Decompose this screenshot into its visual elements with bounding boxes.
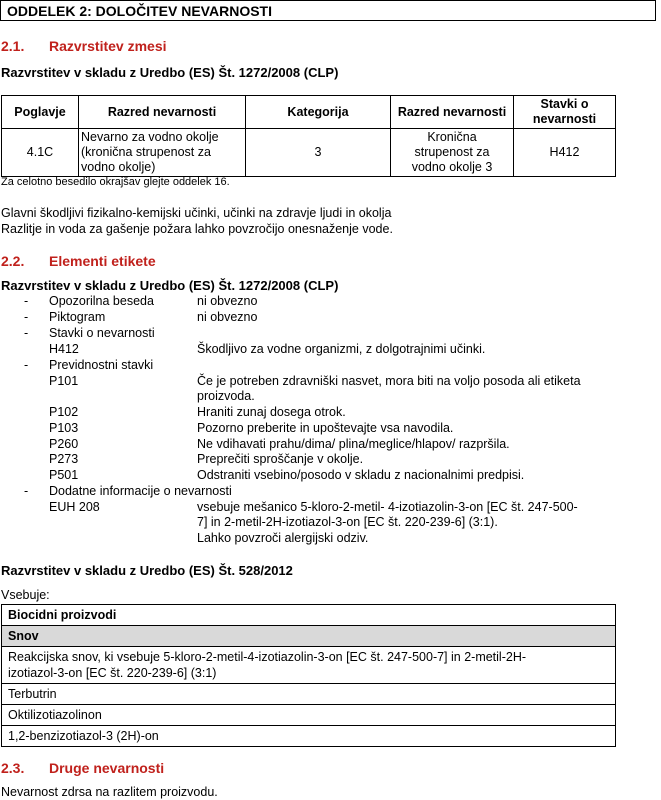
substance-header: Snov xyxy=(2,625,615,646)
chapter-cell: 4.1C xyxy=(2,129,79,177)
clp-heading: Razvrstitev v skladu z Uredbo (ES) Št. 1272/2008 (CLP) xyxy=(1,65,339,80)
section-title: Druge nevarnosti xyxy=(49,760,165,776)
list-dash: - xyxy=(24,310,29,324)
cell-line: Kronična xyxy=(427,130,477,144)
euh208-text-cont2: Lahko povzroči alergijski odziv. xyxy=(197,531,369,545)
p103-text: Pozorno preberite in upoštevajte vsa navodila. xyxy=(197,421,454,435)
list-dash: - xyxy=(24,358,29,372)
section-number: 2.1. xyxy=(1,38,25,54)
table-row: 1,2-benzizotiazol-3 (2H)-on xyxy=(2,725,615,746)
euh208-text-cont: 7] in 2-metil-2H-izotiazol-3-on [EC št. 220-239-6] (3:1). xyxy=(197,515,498,529)
table-header-row xyxy=(2,96,616,129)
euh208-code: EUH 208 xyxy=(49,500,100,514)
p273-code: P273 xyxy=(49,452,79,466)
column-header: Razred nevarnosti xyxy=(79,96,246,129)
p101-code: P101 xyxy=(49,374,79,388)
list-dash: - xyxy=(24,484,29,498)
p260-code: P260 xyxy=(49,437,79,451)
biocide-table-header: Biocidni proizvodi xyxy=(8,608,117,622)
p260-text: Ne vdihavati prahu/dima/ plina/meglice/hlapov/ razpršila. xyxy=(197,437,510,451)
p101-text-cont: proizvoda. xyxy=(197,389,255,403)
statement-cell: H412 xyxy=(514,129,616,177)
cell-line: vodno okolje) xyxy=(81,160,156,174)
cell-line: vodno okolje 3 xyxy=(411,160,493,174)
section-header: ODDELEK 2: DOLOČITEV NEVARNOSTI xyxy=(0,0,656,21)
list-dash: - xyxy=(24,326,29,340)
biocide-table xyxy=(1,604,616,747)
clp-heading-2: Razvrstitev v skladu z Uredbo (ES) Št. 1272/2008 (CLP) xyxy=(1,278,339,293)
p102-code: P102 xyxy=(49,405,79,419)
note-section-16: Za celotno besedilo okrajšav glejte oddelek 16. xyxy=(1,176,230,188)
column-header: Stavki o nevarnosti xyxy=(514,96,616,129)
table-row xyxy=(2,646,615,683)
p101-text: Če je potreben zdravniški nasvet, mora biti na voljo posoda ali etiketa xyxy=(197,374,581,388)
hazard-class-cell xyxy=(79,129,246,177)
section-number: 2.2. xyxy=(1,253,25,269)
h412-text: Škodljivo za vodne organizmi, z dolgotrajnimi učinki. xyxy=(197,342,486,356)
hazard-statements-label: Stavki o nevarnosti xyxy=(49,326,155,340)
classification-table xyxy=(1,95,616,177)
cell-line: strupenost za xyxy=(414,145,490,159)
table-row: Terbutrin xyxy=(2,683,615,704)
section-2-2-heading xyxy=(1,253,156,269)
p501-code: P501 xyxy=(49,468,79,482)
biocide-heading: Razvrstitev v skladu z Uredbo (ES) Št. 528/2012 xyxy=(1,563,293,578)
additional-info-label: Dodatne informacije o nevarnosti xyxy=(49,484,232,498)
contains-label: Vsebuje: xyxy=(1,588,50,602)
p103-code: P103 xyxy=(49,421,79,435)
euh208-text: vsebuje mešanico 5-kloro-2-metil- 4-izotiazolin-3-on [EC št. 247-500- xyxy=(197,500,578,514)
cell-line: izotiazol-3-on [EC št. 220-239-6] (3:1) xyxy=(8,666,217,680)
section-number: 2.3. xyxy=(1,760,25,776)
effects-text-2: Razlitje in voda za gašenje požara lahko povzročijo onesnaženje vode. xyxy=(1,222,393,236)
list-dash: - xyxy=(24,294,29,308)
p102-text: Hraniti zunaj dosega otrok. xyxy=(197,405,346,419)
cell-line: Nevarno za vodno okolje xyxy=(81,130,219,144)
p273-text: Preprečiti sproščanje v okolje. xyxy=(197,452,364,466)
h412-code: H412 xyxy=(49,342,79,356)
section-2-3-heading xyxy=(1,760,164,776)
category-cell: 3 xyxy=(246,129,391,177)
table-row: Oktilizotiazolinon xyxy=(2,704,615,725)
pictogram-label: Piktogram xyxy=(49,310,106,324)
effects-text-1: Glavni škodljivi fizikalno-kemijski učinki, učinki na zdravje ljudi in okolja xyxy=(1,206,392,220)
column-header: Kategorija xyxy=(246,96,391,129)
section-2-1-heading xyxy=(1,38,167,54)
p501-text: Odstraniti vsebino/posodo v skladu z nacionalnimi predpisi. xyxy=(197,468,525,482)
pictogram-value: ni obvezno xyxy=(197,310,258,324)
signal-word-value: ni obvezno xyxy=(197,294,258,308)
column-header: Poglavje xyxy=(2,96,79,129)
class-cell xyxy=(391,129,514,177)
section-title: Elementi etikete xyxy=(49,253,156,269)
column-header: Razred nevarnosti xyxy=(391,96,514,129)
signal-word-label: Opozorilna beseda xyxy=(49,294,154,308)
table-row xyxy=(2,129,616,177)
precautionary-label: Previdnostni stavki xyxy=(49,358,154,372)
cell-line: (kronična strupenost za xyxy=(81,145,211,159)
other-hazards-text: Nevarnost zdrsa na razlitem proizvodu. xyxy=(1,785,218,799)
section-title: Razvrstitev zmesi xyxy=(49,38,167,54)
cell-line: Reakcijska snov, ki vsebuje 5-kloro-2-metil-4-izotiazolin-3-on [EC št. 247-500-7] in 2-metil-2H- xyxy=(8,650,527,664)
